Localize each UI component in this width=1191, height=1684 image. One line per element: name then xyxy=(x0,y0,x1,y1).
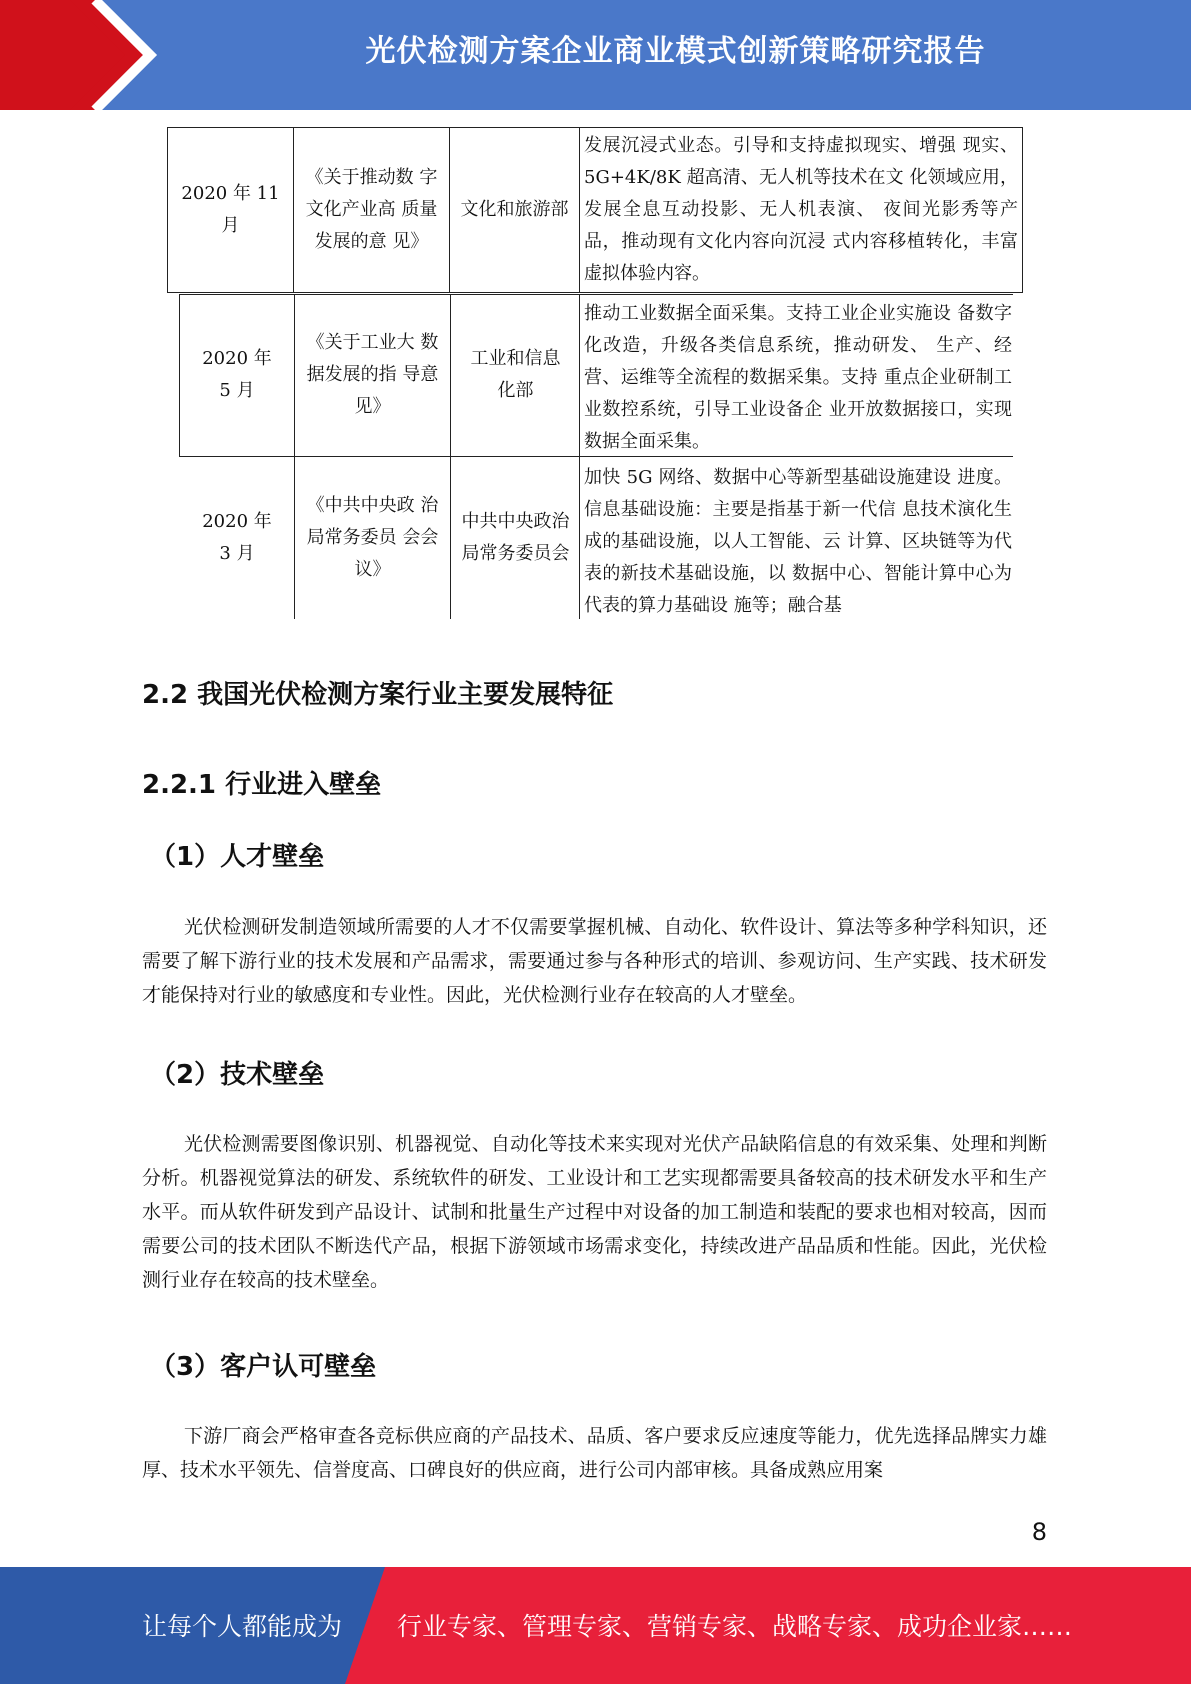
table-border xyxy=(167,127,168,293)
table-border xyxy=(167,127,1023,128)
table-cell-department: 文化和旅游部 xyxy=(460,199,569,220)
table-border xyxy=(293,127,294,293)
item-heading: （1）人才壁垒 xyxy=(150,842,325,872)
body-paragraph: 下游厂商会严格审查各竞标供应商的产品技术、品质、客户要求反应速度等能力，优先选择品牌实力雄厚、技术水平领先、信誉度高、口碑良好的供应商，进行公司内部审核。具备成熟应用案 xyxy=(142,1425,1047,1481)
footer-slogan-right: 行业专家、管理专家、营销专家、战略专家、成功企业家…… xyxy=(397,1612,1073,1641)
table-cell-date: 2020 年 3 月 xyxy=(202,511,272,564)
page-footer xyxy=(0,1567,1191,1684)
table-border xyxy=(449,127,450,293)
table-cell-description: 推动工业数据全面采集。支持工业企业实施设 备数字化改造，升级各类信息系统，推动研发、 生产、经营、运维等全流程的数据采集。支持 重点企业研制工业数控系统，引导工业设备企 业开放数据接口，实现数据全面采集。 xyxy=(584,303,1012,452)
table-border xyxy=(179,294,1013,295)
table-border xyxy=(450,294,451,619)
body-paragraph: 光伏检测需要图像识别、机器视觉、自动化等技术来实现对光伏产品缺陷信息的有效采集、处理和判断分析。机器视觉算法的研发、系统软件的研发、工业设计和工艺实现都需要具备较高的技术研发水平和生产水平。而从软件研发到产品设计、试制和批量生产过程中对设备的加工制造和装配的要求也相对较高，因而需要公司的技术团队不断迭代产品，根据下游领域市场需求变化，持续改进产品品质和性能。因此，光伏检测行业存在较高的技术壁垒。 xyxy=(142,1133,1047,1291)
policy-table xyxy=(0,0,1191,640)
table-cell-title: 《关于工业大 数据发展的指 导意见》 xyxy=(306,332,439,417)
table-border xyxy=(579,127,580,293)
item-heading: （3）客户认可壁垒 xyxy=(150,1352,377,1382)
page-number: 8 xyxy=(1031,1518,1047,1546)
table-cell-title: 《中共中央政 治局常务委员 会会议》 xyxy=(306,495,439,580)
table-cell-description: 发展沉浸式业态。引导和支持虚拟现实、增强 现实、5G+4K/8K 超高清、无人机等技术在文 化领域应用，发展全息互动投影、无人机表演、 夜间光影秀等产品，推动现有文化内容向沉浸 式内容移植转化，丰富虚拟体验内容。 xyxy=(584,135,1018,284)
footer-slogan-left: 让每个人都能成为 xyxy=(142,1612,343,1641)
table-border xyxy=(294,294,295,619)
table-cell-title: 《关于推动数 字文化产业高 质量发展的意 见》 xyxy=(305,167,438,252)
table-border xyxy=(179,456,1013,457)
table-cell-date: 2020 年 5 月 xyxy=(202,348,272,401)
body-paragraph: 光伏检测研发制造领域所需要的人才不仅需要掌握机械、自动化、软件设计、算法等多种学科知识，还需要了解下游行业的技术发展和产品需求，需要通过参与各种形式的培训、参观访问、生产实践、技术研发才能保持对行业的敏感度和专业性。因此，光伏检测行业存在较高的人才壁垒。 xyxy=(142,916,1047,1006)
table-border xyxy=(167,292,1023,293)
item-heading: （2）技术壁垒 xyxy=(150,1060,325,1090)
section-heading: 2.2 我国光伏检测方案行业主要发展特征 xyxy=(142,680,614,710)
report-title: 光伏检测方案企业商业模式创新策略研究报告 xyxy=(365,34,986,69)
subsection-heading: 2.2.1 行业进入壁垒 xyxy=(142,770,382,800)
table-cell-department: 工业和信息化部 xyxy=(470,348,561,401)
table-border xyxy=(179,294,180,457)
table-border xyxy=(579,294,580,619)
table-border xyxy=(1022,127,1023,293)
table-cell-date: 2020 年 11 月 xyxy=(181,183,280,236)
table-cell-description: 加快 5G 网络、数据中心等新型基础设施建设 进度。信息基础设施：主要是指基于新一代信 息技术演化生成的基础设施，以人工智能、云 计算、区块链等为代表的新技术基础设施，以 数据中心、智能计算中心为代表的算力基础设 施等；融合基 xyxy=(584,467,1012,616)
table-cell-department: 中共中央政治局常务委员会 xyxy=(461,511,570,564)
